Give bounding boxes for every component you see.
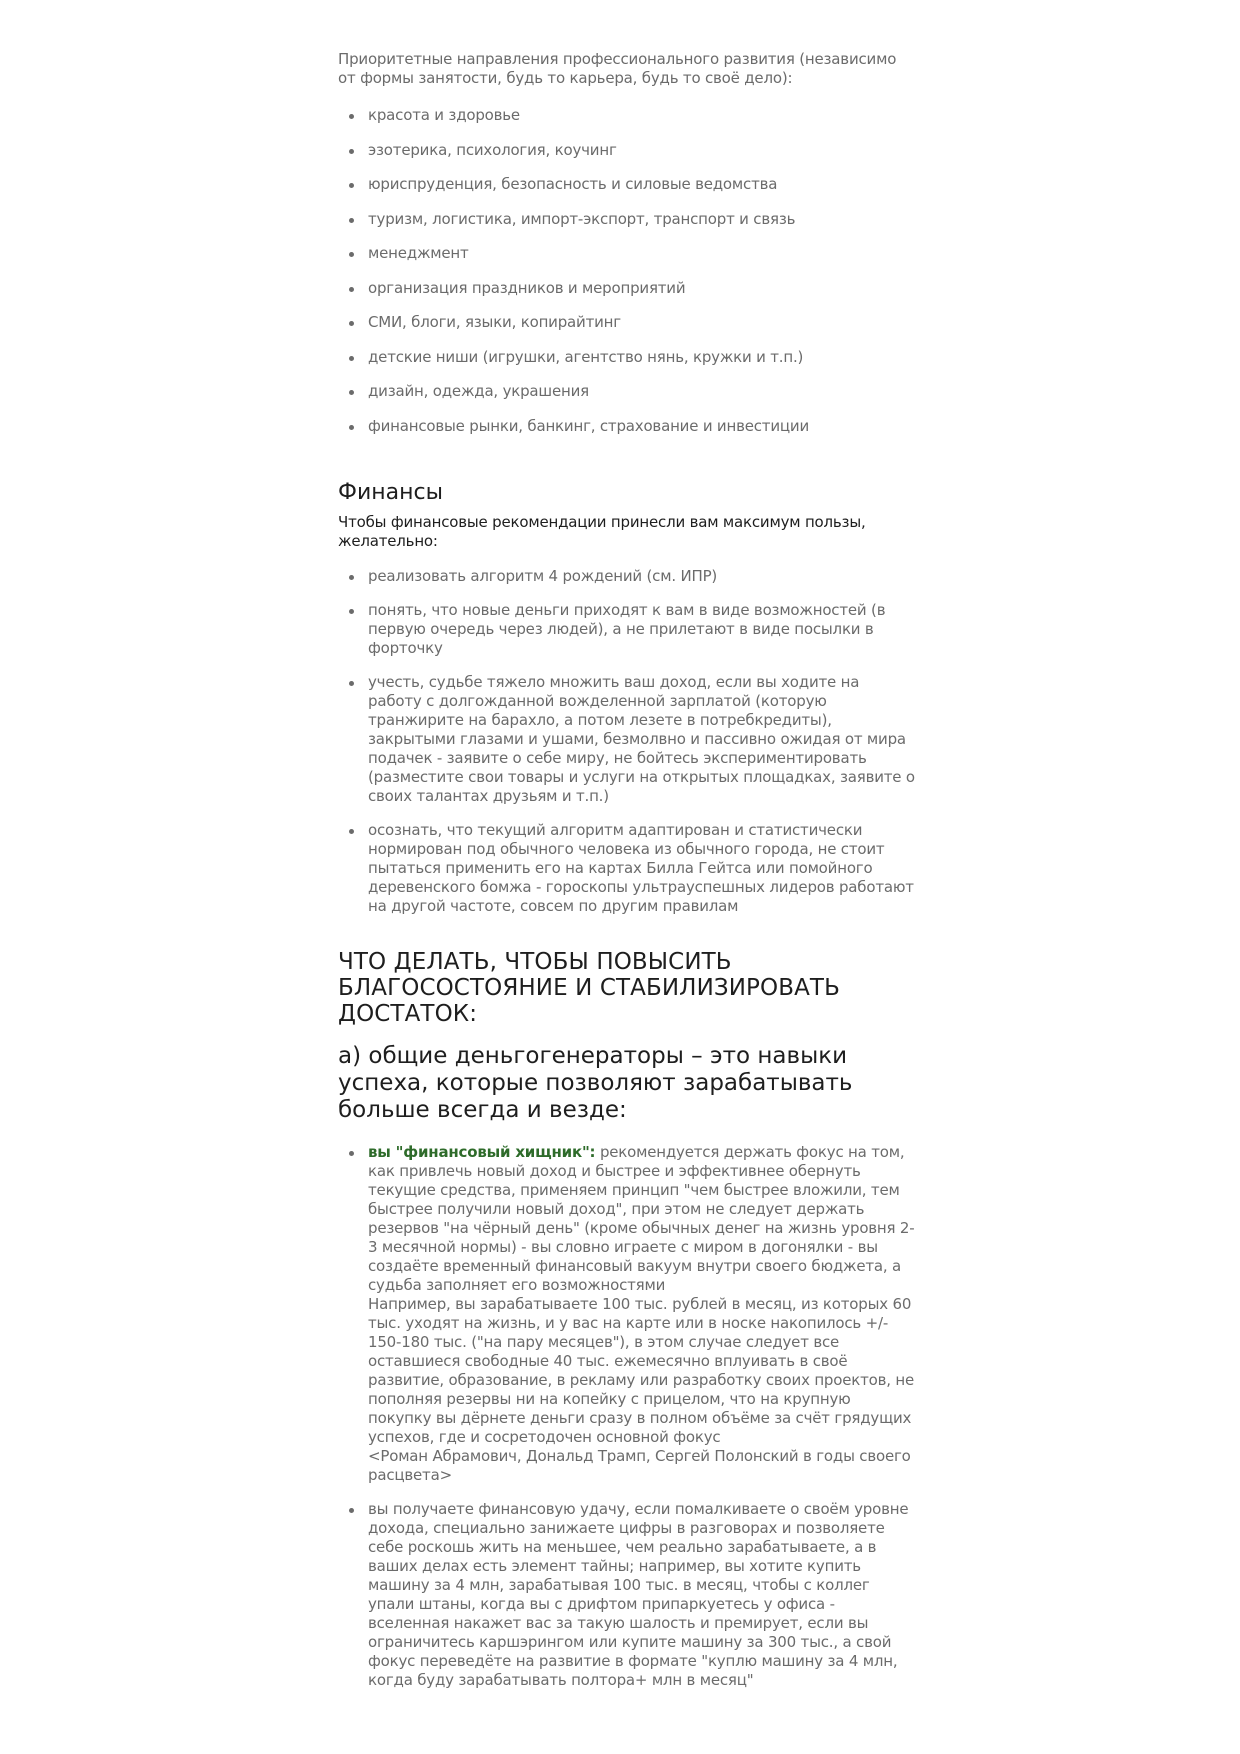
money-generators-subheading: а) общие деньгогенераторы – это навыки успеха, которые позволяют зарабатывать больше всегда и везде: [338, 1042, 853, 1123]
list-item: финансовые рынки, банкинг, страхование и инвестиции [368, 417, 916, 436]
finance-lead: Чтобы финансовые рекомендации принесли вам максимум пользы, желательно: [338, 512, 866, 550]
financial-predator-people: <Роман Абрамович, Дональд Трамп, Сергей Полонский в годы своего расцвета> [368, 1446, 911, 1484]
list-item: дизайн, одежда, украшения [368, 382, 916, 401]
list-item: туризм, логистика, импорт-экспорт, транспорт и связь [368, 210, 916, 229]
list-item-financial-luck: вы получаете финансовую удачу, если помалкиваете о своём уровне дохода, специально занижаете цифры в разговорах и позволяете себе роскошь жить на меньшее, чем реально зарабатываете, а в ваших делах есть элемент тайны; например, вы хотите купить машину за 4 млн, зарабатывая 100 тыс. в месяц, чтобы с коллег упали штаны, когда вы с дрифтом припаркуетесь у офиса - вселенная накажет вас за такую шалость и премирует, если вы ограничитесь каршэрингом или купите машину за 300 тыс., а свой фокус переведёте на развитие в формате "куплю машину за 4 млн, когда буду зарабатывать полтора+ млн в месяц" [368, 1500, 916, 1690]
list-item: осознать, что текущий алгоритм адаптирован и статистически нормирован под обычного человека из обычного города, не стоит пытаться применить его на картах Билла Гейтса или помойного деревенского бомжа - гороскопы ультрауспешных лидеров работают на другой частоте, совсем по другим правилам [368, 821, 916, 916]
document-page [338, 0, 916, 1705]
list-item: учесть, судьбе тяжело множить ваш доход, если вы ходите на работу с долгожданной вожделенной зарплатой (которую транжирите на барахло, а потом лезете в потребкредиты), закрытыми глазами и ушами, безмолвно и пассивно ожидая от мира подачек - заявите о себе миру, не бойтесь экспериментировать (разместите свои товары и услуги на открытых площадках, заявите о своих талантах друзьям и т.п.) [368, 672, 915, 805]
list-item: организация праздников и мероприятий [368, 279, 916, 298]
list-item: детские ниши (игрушки, агентство нянь, кружки и т.п.) [368, 348, 916, 367]
list-item: эзотерика, психология, коучинг [368, 141, 916, 160]
list-item: красота и здоровье [368, 106, 916, 125]
financial-predator-label: вы "финансовый хищник": [368, 1142, 596, 1161]
list-item: СМИ, блоги, языки, копирайтинг [368, 313, 916, 332]
list-item: юриспруденция, безопасность и силовые ведомства [368, 175, 916, 194]
financial-predator-text: рекомендуется держать фокус на том, как привлечь новый доход и быстрее и эффективнее обернуть текущие средства, применяем принцип "чем быстрее вложили, тем быстрее получили новый доход", при этом не следует держать резервов "на чёрный день" (кроме обычных денег на жизнь уровня 2-3 месячной нормы) - вы словно играете с миром в догонялки - вы создаёте временный финансовый вакуум внутри своего бюджета, а судьба заполняет его возможностями [368, 1142, 915, 1294]
financial-predator-example: Например, вы зарабатываете 100 тыс. рублей в месяц, из которых 60 тыс. уходят на жизнь, и у вас на карте или в носке накопилось +/- 150-180 тыс. ("на пару месяцев"), в этом случае следует все оставшиеся свободные 40 тыс. ежемесячно вплуивать в своё развитие, образование, в рекламу или разработку своих проектов, не пополняя резервы ни на копейку с прицелом, что на крупную покупку вы дёрнете деньги сразу в полном объёме за счёт грядущих успехов, где и сосретодочен основной фокус [368, 1294, 915, 1446]
list-item-financial-predator [368, 1143, 916, 1485]
wealth-heading: ЧТО ДЕЛАТЬ, ЧТОБЫ ПОВЫСИТЬ БЛАГОСОСТОЯНИЕ И СТАБИЛИЗИРОВАТЬ ДОСТАТОК: [338, 948, 840, 1027]
finance-list [338, 567, 916, 916]
money-generators-list [338, 1143, 916, 1690]
finance-heading: Финансы [338, 479, 443, 505]
directions-list [338, 106, 916, 436]
list-item: реализовать алгоритм 4 рождений (см. ИПР) [368, 567, 916, 586]
list-item: понять, что новые деньги приходят к вам в виде возможностей (в первую очередь через людей), а не прилетают в виде посылки в форточку [368, 601, 916, 658]
list-item: менеджмент [368, 244, 916, 263]
intro-paragraph: Приоритетные направления профессионального развития (независимо от формы занятости, будь то карьера, будь то своё дело): [338, 50, 897, 87]
